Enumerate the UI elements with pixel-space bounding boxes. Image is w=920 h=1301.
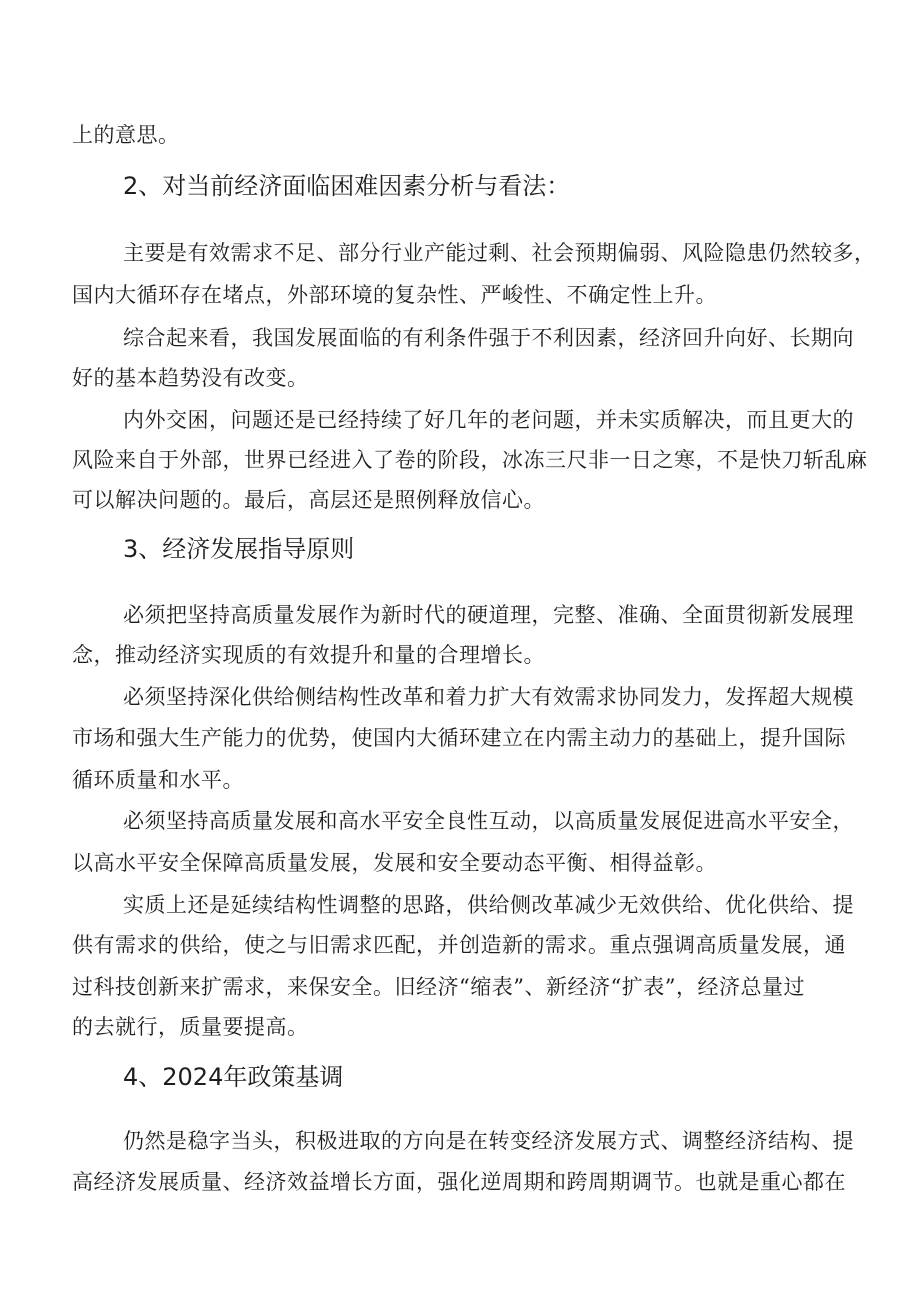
body-text-line: 好的基本趋势没有改变。 (72, 366, 309, 390)
body-text-line: 念，推动经济实现质的有效提升和量的合理增长。 (72, 643, 545, 667)
body-text-line: 必须坚持高质量发展和高水平安全良性互动，以高质量发展促进高水平安全， (123, 809, 854, 833)
body-text-line: 实质上还是延续结构性调整的思路，供给侧改革减少无效供给、优化供给、提 (123, 893, 854, 917)
body-text-line: 必须把坚持高质量发展作为新时代的硬道理，完整、准确、全面贯彻新发展理 (123, 603, 854, 627)
body-text-line: 的去就行，质量要提高。 (72, 1015, 309, 1039)
body-text-line: 以高水平安全保障高质量发展，发展和安全要动态平衡、相得益彰。 (72, 851, 717, 875)
section-heading-3: 3、经济发展指导原则 (123, 535, 355, 563)
body-text-line: 上的意思。 (72, 123, 180, 147)
section-heading-2: 2、对当前经济面临困难因素分析与看法： (123, 172, 571, 200)
body-text-line: 供有需求的供给，使之与旧需求匹配，并创造新的需求。重点强调高质量发展，通 (72, 933, 846, 957)
section-heading-4: 4、2024年政策基调 (123, 1063, 344, 1091)
body-text-line: 必须坚持深化供给侧结构性改革和着力扩大有效需求协同发力，发挥超大规模 (123, 685, 854, 709)
body-text-line: 综合起来看，我国发展面临的有利条件强于不利因素，经济回升向好、长期向 (123, 326, 854, 350)
body-text-line: 内外交困，问题还是已经持续了好几年的老问题，并未实质解决，而且更大的 (123, 408, 854, 432)
body-text-line: 过科技创新来扩需求，来保安全。旧经济“缩表”、新经济“扩表”，经济总量过 (72, 975, 805, 999)
body-text-line: 高经济发展质量、经济效益增长方面，强化逆周期和跨周期调节。也就是重心都在 (72, 1170, 846, 1194)
body-text-line: 仍然是稳字当头，积极进取的方向是在转变经济发展方式、调整经济结构、提 (123, 1129, 854, 1153)
body-text-line: 风险来自于外部，世界已经进入了卷的阶段，冰冻三尺非一日之寒，不是快刀斩乱麻 (72, 448, 868, 472)
body-text-line: 主要是有效需求不足、部分行业产能过剩、社会预期偏弱、风险隐患仍然较多， (123, 241, 876, 265)
body-text-line: 国内大循环存在堵点，外部环境的复杂性、严峻性、不确定性上升。 (72, 283, 717, 307)
body-text-line: 市场和强大生产能力的优势，使国内大循环建立在内需主动力的基础上，提升国际 (72, 726, 846, 750)
body-text-line: 可以解决问题的。最后，高层还是照例释放信心。 (72, 488, 545, 512)
body-text-line: 循环质量和水平。 (72, 768, 244, 792)
